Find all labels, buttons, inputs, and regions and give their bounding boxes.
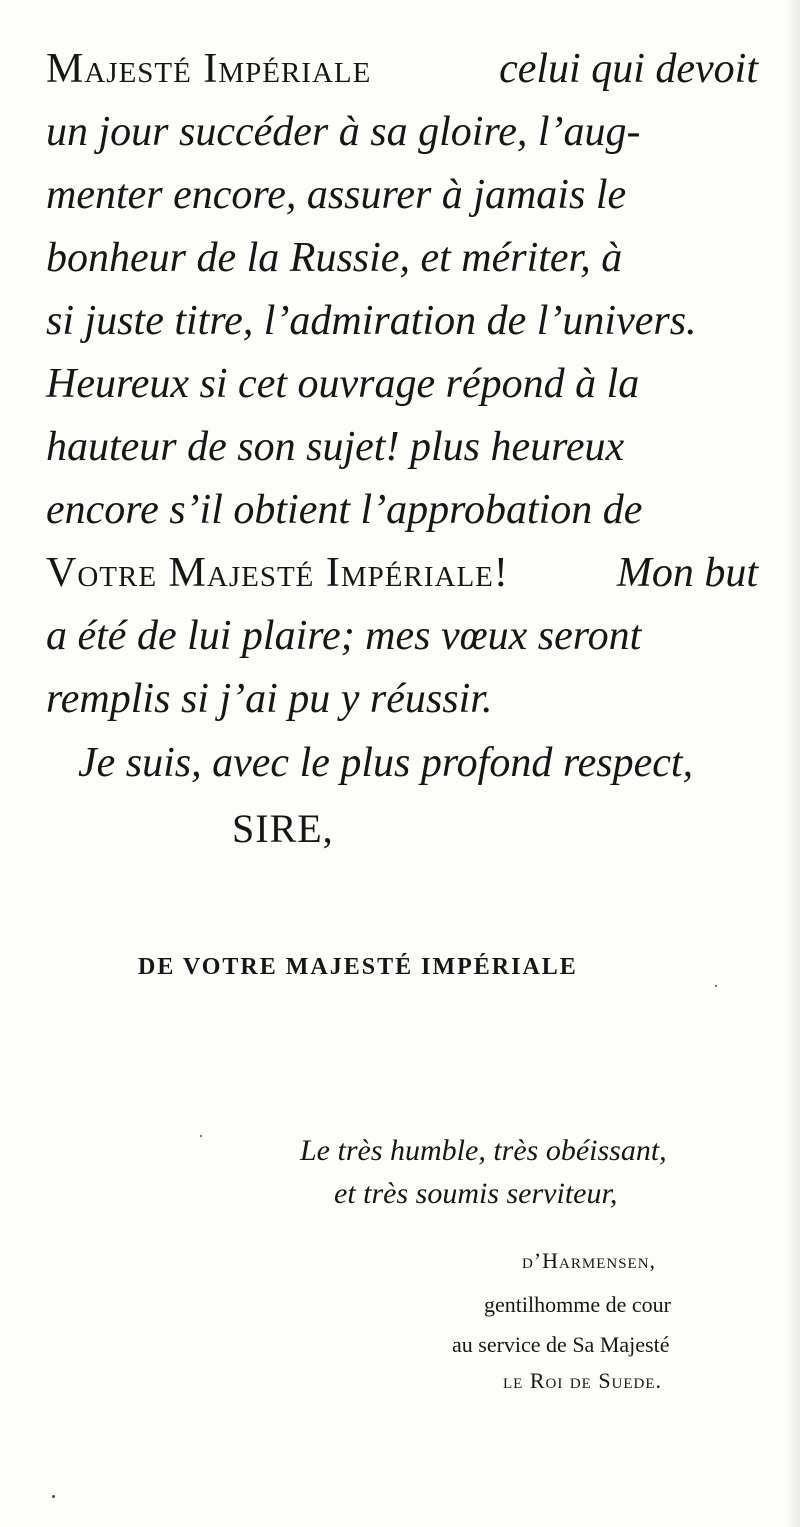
text-line-9 [46,542,758,605]
text-line-4 [46,227,758,290]
signature-title-2: au service de Sa Majesté [452,1332,670,1357]
line-text: si juste titre, l’admiration de l’univers. [46,298,697,344]
exclamation: ! [493,550,508,596]
line-segment-group [46,542,508,605]
closing-line: Je suis, avec le plus profond respect, [78,740,694,786]
line-text: hauteur de son sujet! plus heureux [46,424,625,470]
text-line-10 [46,605,758,668]
text-line-8 [46,479,758,542]
signature-name: d’Harmensen, [522,1248,657,1273]
text-line-3 [46,164,758,227]
salutation: SIRE, [232,806,334,851]
line-text: menter encore, assurer à jamais le [46,172,627,218]
line-text: Mon but [616,550,758,596]
majesty-heading: DE VOTRE MAJESTÉ IMPÉRIALE [138,954,578,980]
signature-title-3: le Roi de Suede. [503,1368,663,1393]
page-edge-shadow [786,0,800,1527]
paper-speck [52,1495,55,1498]
line-text: celui qui devoit [499,46,758,92]
line-text: bonheur de la Russie, et mériter, à [46,235,623,281]
text-line-2 [46,101,758,164]
majesty-title-inline: Votre Majesté Impériale [46,550,494,596]
paper-speck [200,1135,202,1137]
paper-speck [715,985,717,987]
line-text: Heureux si cet ouvrage répond à la [46,361,640,407]
text-line-1 [46,38,758,101]
line-text: encore s’il obtient l’approbation de [46,487,643,533]
signature-title-1: gentilhomme de cour [484,1292,671,1317]
line-text: un jour succéder à sa gloire, l’aug- [46,109,641,155]
text-line-7 [46,416,758,479]
line-text: remplis si j’ai pu y réussir. [46,676,493,722]
line-text: a été de lui plaire; mes vœux seront [46,613,642,659]
text-line-11 [46,668,758,731]
majesty-title-inline: Majesté Impériale [46,46,372,92]
text-line-6 [46,353,758,416]
text-line-5 [46,290,758,353]
signature-line-2: et très soumis serviteur, [334,1177,618,1210]
signature-line-1: Le très humble, très obéissant, [300,1134,667,1167]
